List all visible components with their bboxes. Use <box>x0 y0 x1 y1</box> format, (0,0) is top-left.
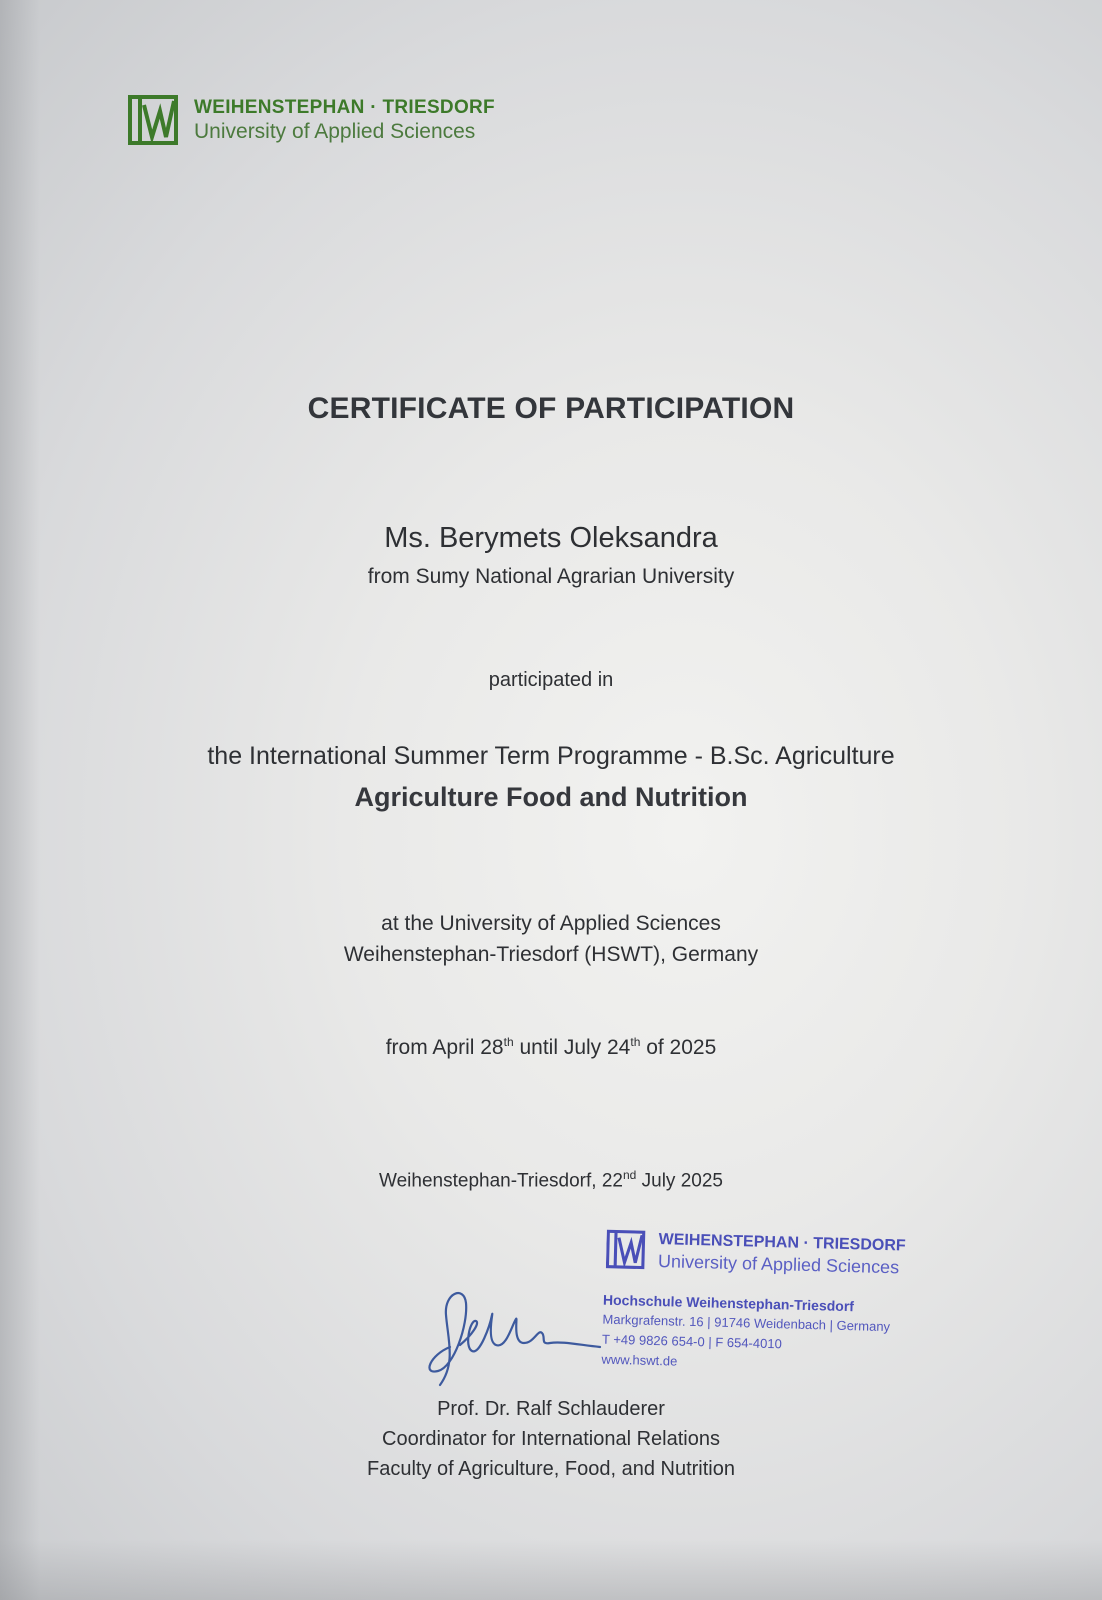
dates-prefix: from April 28 <box>385 1036 504 1059</box>
signatory-role: Coordinator for International Relations <box>382 1428 720 1450</box>
location-line-2: Weihenstephan-Triesdorf (HSWT), Germany <box>343 943 759 966</box>
signatory-faculty: Faculty of Agriculture, Food, and Nutrition <box>367 1458 735 1480</box>
page-shadow-bottom <box>0 1540 1102 1600</box>
course-name: Agriculture Food and Nutrition <box>354 782 748 812</box>
stamp-website: www.hswt.de <box>601 1351 678 1369</box>
stamp-address: Markgrafenstr. 16 | 91746 Weidenbach | Germany <box>602 1311 891 1335</box>
university-name: WEIHENSTEPHAN · TRIESDORF <box>194 97 495 118</box>
dates-middle: until July 24 <box>513 1036 631 1059</box>
official-stamp <box>603 1228 937 1379</box>
university-logo-icon <box>128 93 180 149</box>
location-line-1: at the University of Applied Sciences <box>381 912 721 935</box>
university-logo-text <box>194 97 495 145</box>
dates-sup-1: th <box>503 1035 514 1049</box>
place-date-suffix: July 2025 <box>636 1170 723 1192</box>
university-logo <box>128 93 495 149</box>
place-date-prefix: Weihenstephan-Triesdorf, 22 <box>379 1170 623 1192</box>
stamp-phone: T +49 9826 654-0 | F 654-4010 <box>601 1331 782 1352</box>
stamp-institution: Hochschule Weihenstephan-Triesdorf <box>602 1291 855 1315</box>
dates-suffix: of 2025 <box>640 1036 717 1059</box>
place-date-sup: nd <box>622 1168 637 1182</box>
recipient-origin: from Sumy National Agrarian University <box>367 565 735 588</box>
programme-dates <box>0 1035 1102 1060</box>
dates-sup-2: th <box>630 1035 641 1049</box>
programme-name: the International Summer Term Programme - B.Sc. Agriculture <box>207 742 895 770</box>
handwritten-signature <box>420 1285 610 1395</box>
stamp-logo <box>606 1228 937 1281</box>
stamp-logo-text <box>658 1230 906 1278</box>
stamp-logo-icon <box>606 1228 647 1273</box>
certificate-title: CERTIFICATE OF PARTICIPATION <box>307 392 795 425</box>
stamp-university-name: WEIHENSTEPHAN · TRIESDORF <box>658 1231 906 1255</box>
recipient-name: Ms. Berymets Oleksandra <box>384 522 718 554</box>
place-and-date <box>0 1168 1102 1192</box>
stamp-university-subtitle: University of Applied Sciences <box>657 1251 900 1278</box>
participated-text: participated in <box>488 669 614 691</box>
stamp-address-block <box>601 1290 935 1379</box>
university-subtitle: University of Applied Sciences <box>194 120 476 143</box>
signatory-name: Prof. Dr. Ralf Schlauderer <box>437 1398 665 1420</box>
